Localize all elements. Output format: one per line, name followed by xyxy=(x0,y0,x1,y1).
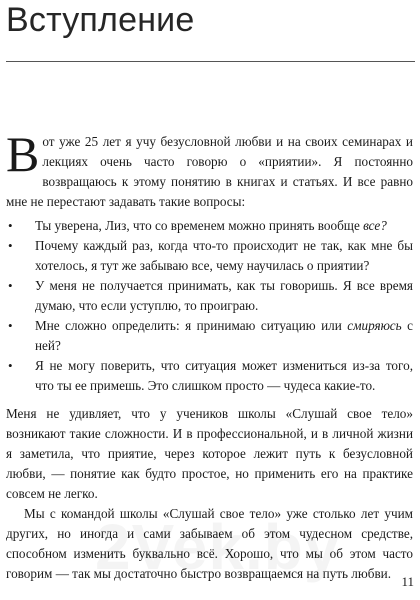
paragraph: Мы с командой школы «Слушай свое тело» уже столько лет учим других, но иногда и сами забываем об этом чудесном средстве, способном изменить буквально всё. Хорошо, что мы об этом часто говорим — так мы достаточно быстро возвращаемся на путь любви. xyxy=(6,506,413,581)
intro-paragraph xyxy=(6,126,413,212)
questions-list xyxy=(6,216,413,396)
paragraph: Меня не удивляет, что у учеников школы «Слушай свое тело» возникают такие сложности. И в профессиональной, и в личной жизни я заметила, что приятие, через которое лежит путь к безусловной любви, — понятие как будто простое, но применить его на практике совсем не легко. xyxy=(6,406,413,501)
body-text xyxy=(6,126,413,584)
list-item: • Почему каждый раз, когда что-то происходит не так, как мне бы хотелось, я тут же забываю все, чему научилась о приятии? xyxy=(6,236,413,276)
list-item: • Я не могу поверить, что ситуация может измениться из-за того, что ты ее примешь. Это слишком просто — чудеса какие-то. xyxy=(6,356,413,396)
intro-text: от уже 25 лет я учу безусловной любви и на своих семинарах и лекциях очень часто говорю о «приятии». Я постоянно возвращаюсь к этому понятию в книгах и статьях. И все равно мне не перестают задавать такие вопросы: xyxy=(6,134,413,209)
list-item: • Мне сложно определить: я принимаю ситуацию или смиряюсь с ней? xyxy=(6,316,413,356)
title-divider xyxy=(6,61,415,62)
list-item: • У меня не получается принимать, как ты говоришь. Я все время думаю, что если уступлю, то проиграю. xyxy=(6,276,413,316)
chapter-title: Вступление xyxy=(6,1,195,39)
list-item: • Ты уверена, Лиз, что со временем можно принять вообще все? xyxy=(6,216,413,236)
page-number: 11 xyxy=(401,574,414,589)
drop-cap: В xyxy=(6,126,40,182)
